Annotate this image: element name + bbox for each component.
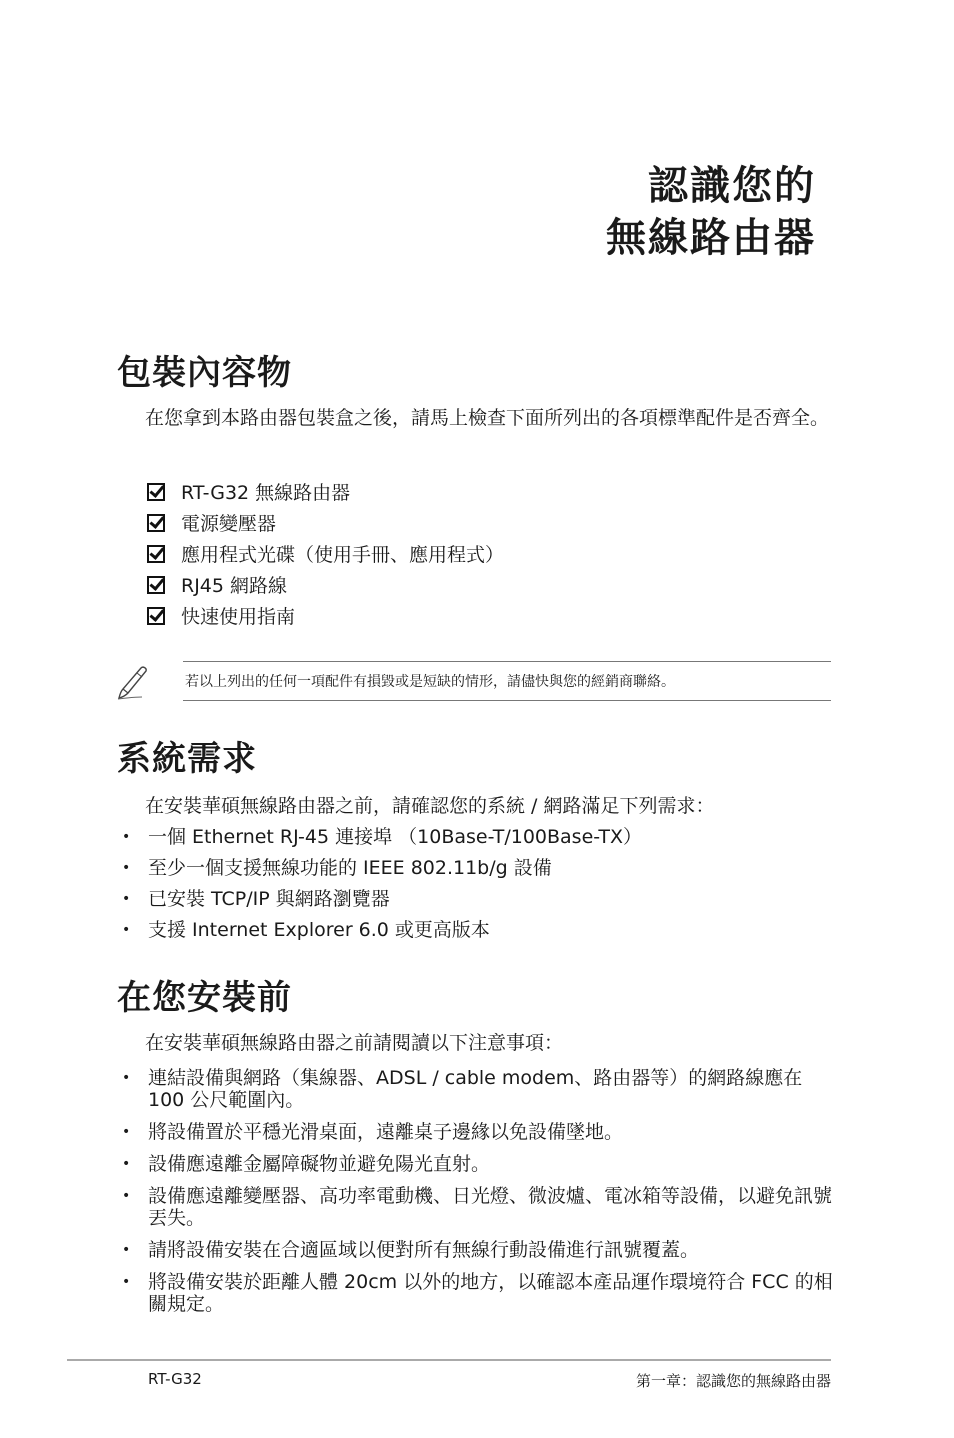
list-item: • 設備應遠離金屬障礙物並避免陽光直射。 xyxy=(117,1153,833,1175)
checklist-item: RT-G32 無線路由器 xyxy=(147,476,504,507)
note-pen-icon xyxy=(116,664,150,700)
checkbox-checked-icon xyxy=(147,607,165,625)
package-checklist xyxy=(147,476,504,631)
footer-chapter: 第一章：認識您的無線路由器 xyxy=(635,1372,831,1390)
system-heading: 系統需求 xyxy=(117,739,257,779)
system-requirements-list xyxy=(117,826,833,941)
checkbox-checked-icon xyxy=(147,576,165,594)
footer-model: RT-G32 xyxy=(148,1370,202,1388)
chapter-title-line2: 無線路由器 xyxy=(606,215,816,261)
list-item: • 連結設備與網路（集線器、ADSL / cable modem、路由器等）的網路線應在 100 公尺範圍內。 xyxy=(117,1067,833,1111)
checkbox-checked-icon xyxy=(147,483,165,501)
list-item: • 將設備安裝於距離人體 20cm 以外的地方，以確認本產品運作環境符合 FCC 的相關規定。 xyxy=(117,1271,833,1315)
package-heading: 包裝內容物 xyxy=(117,353,292,393)
checklist-item: 應用程式光碟（使用手冊、應用程式） xyxy=(147,538,504,569)
before-install-heading: 在您安裝前 xyxy=(117,978,292,1018)
list-item: • 已安裝 TCP/IP 與網路瀏覽器 xyxy=(117,888,833,910)
list-item: • 請將設備安裝在合適區域以便對所有無線行動設備進行訊號覆蓋。 xyxy=(117,1239,833,1261)
checkbox-checked-icon xyxy=(147,545,165,563)
note-text: 若以上列出的任何一項配件有損毀或是短缺的情形，請儘快與您的經銷商聯絡。 xyxy=(185,674,675,690)
system-intro: 在安裝華碩無線路由器之前，請確認您的系統 / 網路滿足下列需求： xyxy=(145,795,715,817)
checklist-item: 快速使用指南 xyxy=(147,600,504,631)
list-item: • 設備應遠離變壓器、高功率電動機、日光燈、微波爐、電冰箱等設備，以避免訊號丟失。 xyxy=(117,1185,833,1229)
note-box xyxy=(183,661,831,701)
list-item: • 支援 Internet Explorer 6.0 或更高版本 xyxy=(117,919,833,941)
chapter-title xyxy=(606,160,816,264)
before-install-intro: 在安裝華碩無線路由器之前請閱讀以下注意事項： xyxy=(145,1032,564,1054)
checklist-item: 電源變壓器 xyxy=(147,507,504,538)
before-install-list xyxy=(117,1067,833,1315)
checkbox-checked-icon xyxy=(147,514,165,532)
list-item: • 一個 Ethernet RJ-45 連接埠 （10Base-T/100Base-TX） xyxy=(117,826,833,848)
package-intro: 在您拿到本路由器包裝盒之後，請馬上檢查下面所列出的各項標準配件是否齊全。 xyxy=(145,407,830,429)
chapter-title-line1: 認識您的 xyxy=(648,163,816,209)
footer-divider xyxy=(67,1359,831,1361)
checklist-item: RJ45 網路線 xyxy=(147,569,504,600)
list-item: • 將設備置於平穩光滑桌面，遠離桌子邊緣以免設備墜地。 xyxy=(117,1121,833,1143)
list-item: • 至少一個支援無線功能的 IEEE 802.11b/g 設備 xyxy=(117,857,833,879)
